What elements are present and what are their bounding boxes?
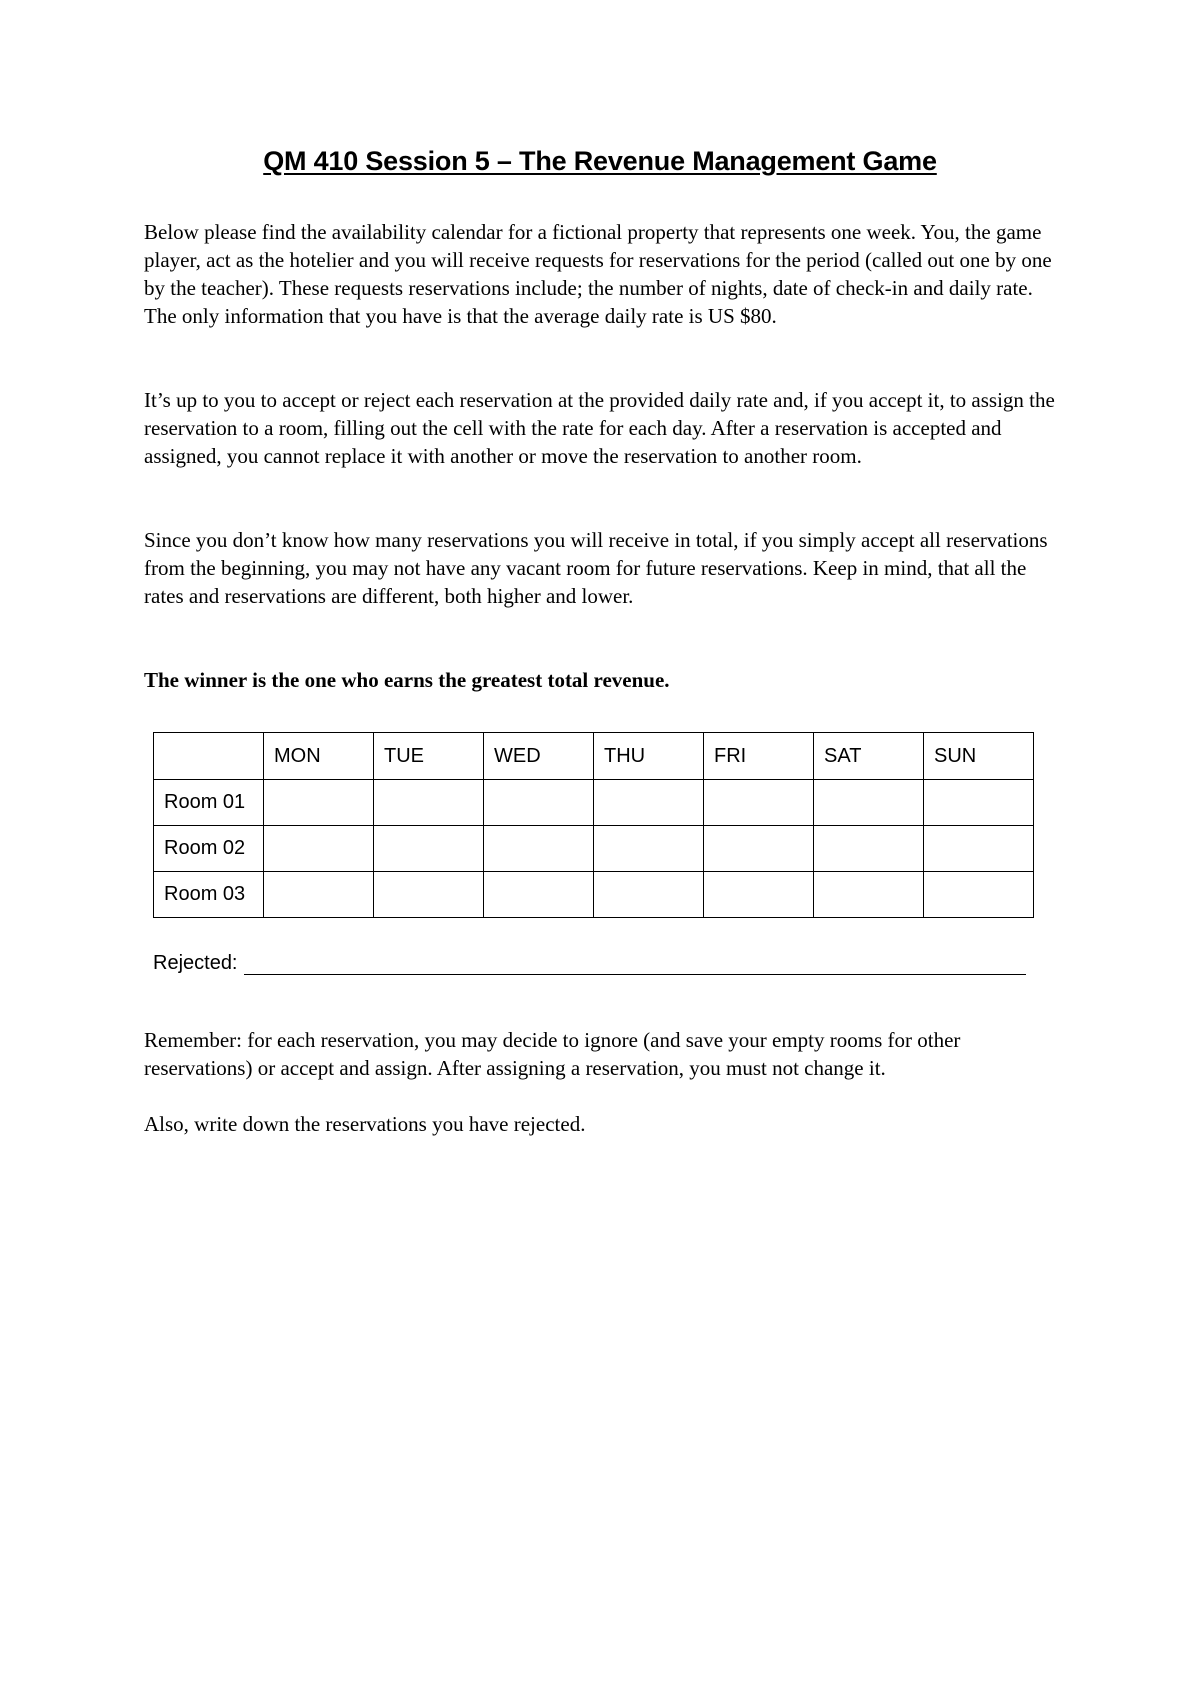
booking-cell[interactable] [374,872,484,918]
booking-cell[interactable] [814,780,924,826]
booking-cell[interactable] [374,780,484,826]
rules-paragraph: It’s up to you to accept or reject each reservation at the provided daily rate and, if you accept it, to assign the reservation to a room, filling out the cell with the rate for each day. After a reservation is accepted and assigned, you cannot replace it with another or move the reservation to another room. [144,388,1055,468]
table-row [154,826,1034,872]
booking-cell[interactable] [814,826,924,872]
table-row [154,872,1034,918]
write-rejected-paragraph: Also, write down the reservations you have rejected. [144,1112,586,1136]
booking-cell[interactable] [924,872,1034,918]
rejected-label: Rejected: [153,952,238,974]
availability-calendar-table [153,732,1034,918]
day-header-mon: MON [264,733,374,780]
winner-paragraph: The winner is the one who earns the greatest total revenue. [144,668,670,692]
booking-cell[interactable] [374,826,484,872]
day-header-sat: SAT [814,733,924,780]
booking-cell[interactable] [264,826,374,872]
rejected-field [153,952,1026,975]
day-header-tue: TUE [374,733,484,780]
rejected-write-line[interactable] [244,952,1026,975]
booking-cell[interactable] [484,872,594,918]
page-title: QM 410 Session 5 – The Revenue Management Game [263,146,937,176]
day-header-thu: THU [594,733,704,780]
strategy-paragraph: Since you don’t know how many reservations you will receive in total, if you simply accept all reservations from the beginning, you may not have any vacant room for future reservations. Keep in mind, that all the rates and reservations are different, both higher and lower. [144,528,1048,608]
corner-cell [154,733,264,780]
calendar-header-row [154,733,1034,780]
booking-cell[interactable] [594,780,704,826]
reminder-paragraph: Remember: for each reservation, you may decide to ignore (and save your empty rooms for other reservations) or accept and assign. After assigning a reservation, you must not change it. [144,1028,961,1080]
booking-cell[interactable] [594,872,704,918]
booking-cell[interactable] [924,826,1034,872]
booking-cell[interactable] [264,780,374,826]
room-label: Room 03 [154,872,264,918]
day-header-fri: FRI [704,733,814,780]
day-header-wed: WED [484,733,594,780]
day-header-sun: SUN [924,733,1034,780]
room-label: Room 01 [154,780,264,826]
booking-cell[interactable] [924,780,1034,826]
table-row [154,780,1034,826]
intro-paragraph: Below please find the availability calendar for a fictional property that represents one week. You, the game player, act as the hotelier and you will receive requests for reservations for the period (called out one by one by the teacher). These requests reservations include; the number of nights, date of check-in and daily rate. The only information that you have is that the average daily rate is US $80. [144,220,1052,328]
booking-cell[interactable] [814,872,924,918]
booking-cell[interactable] [704,872,814,918]
room-label: Room 02 [154,826,264,872]
booking-cell[interactable] [704,826,814,872]
booking-cell[interactable] [594,826,704,872]
booking-cell[interactable] [484,826,594,872]
booking-cell[interactable] [704,780,814,826]
booking-cell[interactable] [264,872,374,918]
booking-cell[interactable] [484,780,594,826]
